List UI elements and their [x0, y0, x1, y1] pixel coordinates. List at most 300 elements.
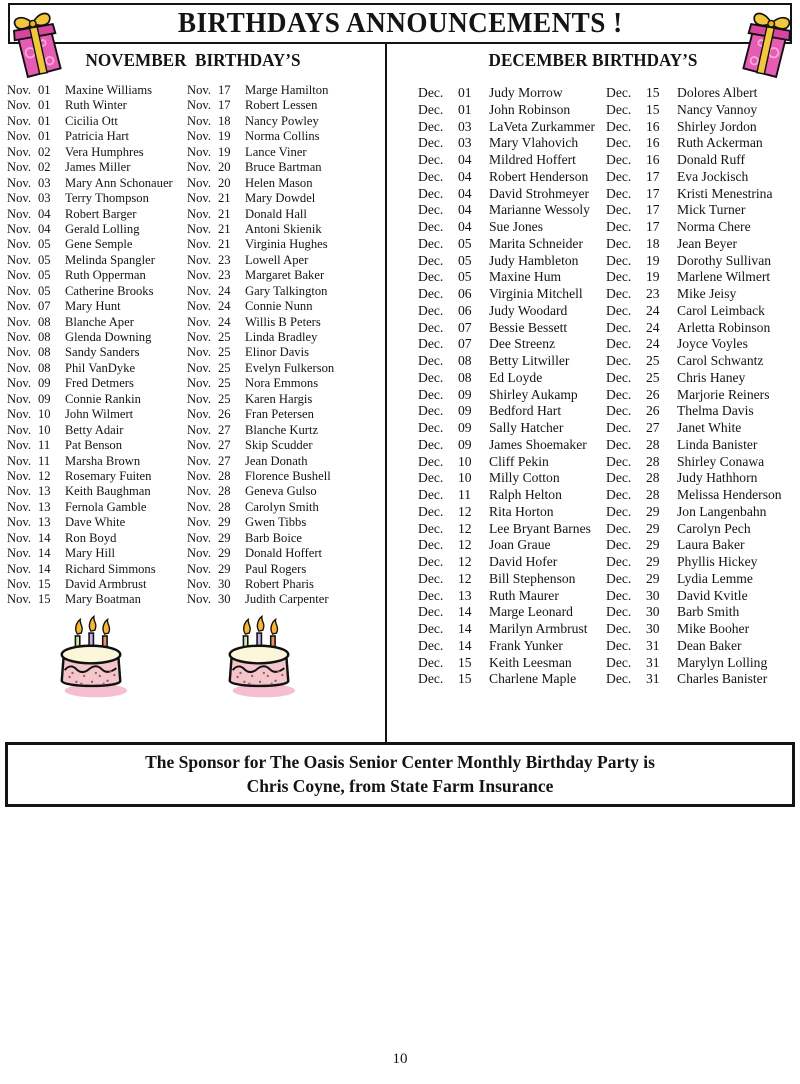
birthday-row [7, 222, 183, 237]
person-name: LaVeta Zurkammer [489, 118, 596, 134]
birthday-row [606, 320, 798, 337]
birthday-row [606, 269, 798, 286]
birthday-row [606, 437, 798, 454]
month-label: Nov. [187, 206, 212, 221]
person-name: Evelyn Fulkerson [245, 360, 335, 375]
birthday-row [187, 407, 383, 422]
person-name: Phyllis Hickey [677, 554, 758, 569]
month-label: Dec. [418, 386, 444, 402]
day-number: 29 [646, 503, 660, 519]
day-number: 09 [458, 403, 472, 419]
day-number: 05 [458, 252, 472, 268]
day-number: 08 [38, 360, 51, 375]
day-number: 04 [38, 206, 51, 221]
person-name: Connie Rankin [65, 391, 141, 406]
day-number: 13 [38, 515, 51, 530]
month-label: Dec. [606, 235, 632, 251]
day-number: 12 [458, 570, 472, 586]
month-label: Nov. [187, 221, 212, 236]
day-number: 05 [458, 235, 472, 251]
birthday-row [606, 487, 798, 504]
person-name: Blanche Aper [65, 314, 134, 329]
day-number: 21 [218, 206, 231, 221]
person-name: Judy Hambleton [489, 252, 579, 268]
day-number: 15 [458, 654, 472, 670]
birthday-row [606, 219, 798, 236]
month-label: Dec. [418, 235, 444, 251]
person-name: David Armbrust [65, 577, 147, 591]
person-name: Laura Baker [677, 537, 745, 553]
month-label: Nov. [187, 191, 212, 206]
day-number: 06 [458, 286, 472, 301]
day-number: 13 [38, 484, 51, 499]
birthday-row [187, 500, 383, 515]
birthday-row [606, 152, 798, 169]
birthday-row [187, 345, 383, 360]
day-number: 01 [458, 85, 472, 100]
day-number: 08 [458, 369, 472, 385]
person-name: Carolyn Smith [245, 499, 319, 514]
person-name: Mick Turner [677, 202, 746, 218]
month-label: Nov. [187, 160, 212, 175]
birthday-row [418, 219, 608, 236]
month-label: Nov. [7, 407, 32, 422]
birthday-row [187, 268, 383, 283]
birthday-row [7, 83, 183, 98]
month-label: Nov. [187, 561, 212, 576]
day-number: 19 [646, 269, 660, 285]
month-label: Dec. [418, 470, 444, 486]
day-number: 28 [646, 436, 660, 452]
day-number: 21 [218, 191, 231, 206]
month-label: Dec. [606, 319, 632, 335]
day-number: 01 [458, 101, 472, 117]
birthday-row [187, 484, 383, 499]
day-number: 18 [646, 235, 660, 251]
day-number: 12 [458, 520, 472, 536]
day-number: 26 [646, 386, 660, 402]
day-number: 01 [38, 129, 51, 144]
birthday-row [7, 284, 183, 299]
day-number: 10 [458, 470, 472, 486]
day-number: 06 [458, 302, 472, 318]
day-number: 15 [646, 101, 660, 117]
month-label: Dec. [418, 353, 444, 368]
person-name: Willis B Peters [245, 314, 321, 329]
day-number: 29 [218, 546, 231, 561]
birthday-row [606, 135, 798, 152]
day-number: 24 [218, 299, 231, 314]
day-number: 30 [646, 587, 660, 603]
person-name: Patricia Hart [65, 129, 129, 144]
person-name: Ruth Winter [65, 98, 127, 113]
birthday-row [418, 437, 608, 454]
month-label: Dec. [418, 654, 444, 670]
person-name: Cicilia Ott [65, 113, 118, 128]
day-number: 03 [38, 191, 51, 206]
birthday-row [7, 299, 183, 314]
person-name: Arletta Robinson [677, 319, 771, 335]
birthday-row [187, 423, 383, 438]
month-label: Dec. [418, 101, 444, 117]
person-name: Bill Stephenson [489, 570, 576, 586]
day-number: 17 [646, 219, 660, 234]
birthday-row [7, 546, 183, 561]
day-number: 03 [38, 175, 51, 190]
month-label: Dec. [418, 537, 444, 553]
birthday-row [606, 85, 798, 102]
birthday-row [606, 102, 798, 119]
month-label: Nov. [187, 376, 212, 391]
day-number: 19 [218, 129, 231, 144]
month-label: Nov. [7, 98, 32, 113]
birthday-row [418, 588, 608, 605]
day-number: 23 [646, 286, 660, 301]
birthday-row [187, 253, 383, 268]
person-name: Catherine Brooks [65, 283, 154, 298]
birthday-row [7, 145, 183, 160]
person-name: Carolyn Pech [677, 520, 751, 536]
person-name: Shirley Jordon [677, 118, 757, 134]
day-number: 04 [38, 221, 51, 236]
day-number: 17 [218, 83, 231, 97]
month-label: Dec. [606, 369, 632, 385]
birthday-row [187, 176, 383, 191]
month-label: Nov. [7, 144, 32, 159]
day-number: 26 [646, 403, 660, 419]
month-label: Dec. [418, 420, 444, 435]
birthday-row [7, 361, 183, 376]
month-label: Nov. [7, 314, 32, 329]
month-label: Nov. [187, 484, 212, 499]
person-name: Lowell Aper [245, 252, 309, 267]
birthday-row [418, 671, 608, 688]
day-number: 11 [38, 438, 51, 453]
birthday-row [418, 320, 608, 337]
month-label: Nov. [187, 530, 212, 545]
birthday-row [7, 423, 183, 438]
person-name: Mary Vlahovich [489, 135, 579, 151]
person-name: David Kvitle [677, 587, 748, 603]
month-label: Nov. [187, 113, 212, 128]
person-name: Mary Hunt [65, 299, 121, 314]
month-label: Dec. [418, 202, 444, 218]
person-name: Ed Loyde [489, 369, 543, 385]
birthday-row [7, 577, 183, 592]
person-name: Skip Scudder [245, 438, 313, 453]
person-name: Marilyn Armbrust [489, 621, 588, 636]
panel-divider [385, 42, 387, 744]
person-name: Virginia Hughes [245, 237, 328, 252]
month-label: Dec. [606, 520, 632, 536]
birthday-row [7, 345, 183, 360]
day-number: 17 [218, 98, 231, 113]
month-label: Dec. [606, 185, 632, 201]
day-number: 23 [218, 252, 231, 267]
person-name: Dolores Albert [677, 85, 758, 100]
birthday-row [418, 169, 608, 186]
day-number: 10 [458, 453, 472, 469]
month-label: Dec. [418, 671, 444, 687]
month-label: Dec. [418, 621, 444, 636]
month-label: Dec. [606, 436, 632, 452]
person-name: Lydia Lemme [677, 570, 753, 586]
person-name: Charlene Maple [489, 671, 577, 687]
person-name: Sandy Sanders [65, 345, 140, 360]
person-name: Virginia Mitchell [489, 286, 583, 301]
month-label: Dec. [606, 420, 632, 435]
month-label: Dec. [606, 302, 632, 318]
person-name: Ralph Helton [489, 487, 562, 502]
month-label: Nov. [7, 299, 32, 314]
birthday-row [418, 202, 608, 219]
person-name: Fred Detmers [65, 376, 134, 391]
month-label: Dec. [606, 403, 632, 419]
day-number: 24 [646, 336, 660, 352]
day-number: 24 [646, 302, 660, 318]
birthday-row [418, 102, 608, 119]
birthday-row [187, 546, 383, 561]
birthday-row [606, 537, 798, 554]
november-heading: NOVEMBER BIRTHDAY’S [85, 50, 301, 70]
birthday-row [606, 253, 798, 270]
person-name: Joyce Voyles [677, 336, 748, 352]
person-name: Marianne Wessoly [489, 202, 590, 218]
month-label: Nov. [7, 422, 32, 437]
birthday-row [418, 521, 608, 538]
month-label: Nov. [7, 83, 32, 97]
birthday-row [418, 303, 608, 320]
day-number: 11 [458, 487, 472, 502]
day-number: 12 [458, 554, 472, 569]
month-label: Dec. [606, 654, 632, 670]
month-label: Nov. [7, 515, 32, 530]
month-label: Nov. [187, 252, 212, 267]
person-name: Norma Collins [245, 129, 320, 144]
sponsor-line-2: Chris Coyne, from State Farm Insurance [246, 776, 554, 796]
month-label: Dec. [606, 537, 632, 553]
birthday-row [7, 237, 183, 252]
birthday-row [418, 655, 608, 672]
day-number: 07 [38, 299, 51, 314]
person-name: Barb Smith [677, 604, 740, 620]
person-name: Marjorie Reiners [677, 386, 770, 402]
day-number: 05 [38, 283, 51, 298]
birthday-row [187, 330, 383, 345]
person-name: Shirley Conawa [677, 453, 765, 469]
day-number: 08 [38, 345, 51, 360]
day-number: 25 [218, 330, 231, 344]
birthday-row [418, 638, 608, 655]
person-name: John Robinson [489, 101, 571, 117]
month-label: Dec. [418, 85, 444, 100]
person-name: Nancy Vannoy [677, 101, 758, 117]
gift-icon [7, 5, 67, 83]
day-number: 01 [38, 98, 51, 113]
day-number: 02 [38, 160, 51, 175]
birthday-row [7, 253, 183, 268]
birthday-row [187, 160, 383, 175]
day-number: 12 [38, 468, 51, 483]
day-number: 04 [458, 202, 472, 218]
person-name: Ron Boyd [65, 530, 117, 545]
day-number: 05 [38, 268, 51, 283]
day-number: 05 [38, 252, 51, 267]
day-number: 15 [646, 85, 660, 100]
person-name: Linda Bradley [245, 330, 318, 344]
month-label: Nov. [187, 98, 212, 113]
day-number: 04 [458, 219, 472, 234]
birthday-row [418, 504, 608, 521]
month-label: Nov. [187, 330, 212, 344]
birthday-row [606, 638, 798, 655]
birthday-row [187, 592, 383, 607]
day-number: 15 [458, 671, 472, 687]
person-name: Maxine Hum [489, 269, 562, 285]
person-name: David Hofer [489, 554, 558, 569]
birthday-row [187, 83, 383, 98]
day-number: 30 [646, 621, 660, 636]
day-number: 24 [218, 283, 231, 298]
day-number: 28 [646, 453, 660, 469]
day-number: 15 [38, 592, 51, 607]
month-label: Nov. [187, 299, 212, 314]
person-name: Phil VanDyke [65, 360, 136, 375]
birthday-row [7, 376, 183, 391]
person-name: Geneva Gulso [245, 484, 317, 499]
person-name: Marsha Brown [65, 453, 141, 468]
day-number: 12 [458, 537, 472, 553]
birthday-row [418, 604, 608, 621]
person-name: Terry Thompson [65, 191, 149, 206]
month-label: Nov. [187, 144, 212, 159]
day-number: 08 [38, 330, 51, 344]
birthday-row [606, 119, 798, 136]
month-label: Dec. [606, 554, 632, 569]
month-label: Nov. [187, 499, 212, 514]
birthday-row [7, 484, 183, 499]
month-label: Dec. [418, 520, 444, 536]
birthday-row [418, 353, 608, 370]
person-name: Donald Ruff [677, 152, 746, 167]
birthday-row [606, 504, 798, 521]
person-name: Robert Henderson [489, 168, 589, 184]
month-label: Nov. [7, 468, 32, 483]
person-name: Gerald Lolling [65, 221, 140, 236]
birthday-row [7, 268, 183, 283]
person-name: Vera Humphres [65, 144, 144, 159]
person-name: James Shoemaker [489, 436, 587, 452]
birthday-row [187, 191, 383, 206]
title-box [8, 3, 792, 44]
month-label: Nov. [7, 499, 32, 514]
person-name: Lee Bryant Barnes [489, 520, 591, 536]
birthday-row [187, 454, 383, 469]
day-number: 31 [646, 654, 660, 670]
month-label: Nov. [7, 577, 32, 591]
birthday-row [418, 571, 608, 588]
birthday-row [187, 577, 383, 592]
day-number: 14 [38, 530, 51, 545]
day-number: 19 [646, 252, 660, 268]
person-name: Antoni Skienik [245, 221, 322, 236]
person-name: Betty Adair [65, 422, 124, 437]
month-label: Dec. [606, 168, 632, 184]
month-label: Nov. [187, 546, 212, 561]
month-label: Dec. [418, 286, 444, 301]
birthday-row [7, 592, 183, 607]
month-label: Dec. [606, 470, 632, 486]
day-number: 01 [38, 113, 51, 128]
person-name: John Wilmert [65, 407, 134, 422]
month-label: Nov. [7, 546, 32, 561]
december-heading: DECEMBER BIRTHDAY’S [488, 50, 698, 70]
person-name: Joan Graue [489, 537, 551, 553]
month-label: Dec. [606, 503, 632, 519]
birthday-row [7, 98, 183, 113]
day-number: 09 [458, 436, 472, 452]
person-name: Chris Haney [677, 369, 746, 385]
month-label: Dec. [606, 604, 632, 620]
month-label: Nov. [7, 561, 32, 576]
month-label: Nov. [187, 268, 212, 283]
month-label: Nov. [187, 577, 212, 591]
month-label: Dec. [606, 453, 632, 469]
birthday-row [187, 284, 383, 299]
person-name: Elinor Davis [245, 345, 310, 360]
month-label: Dec. [418, 168, 444, 184]
day-number: 25 [218, 376, 231, 391]
day-number: 29 [646, 570, 660, 586]
day-number: 08 [458, 353, 472, 368]
person-name: Judy Morrow [489, 85, 563, 100]
day-number: 04 [458, 152, 472, 167]
month-label: Dec. [606, 570, 632, 586]
birthday-row [7, 129, 183, 144]
birthday-row [187, 438, 383, 453]
birthday-row [606, 671, 798, 688]
birthday-row [187, 98, 383, 113]
month-label: Nov. [187, 592, 212, 607]
person-name: Jean Donath [245, 453, 308, 468]
day-number: 20 [218, 175, 231, 190]
month-label: Dec. [606, 152, 632, 167]
month-label: Nov. [7, 330, 32, 344]
month-label: Nov. [7, 592, 32, 607]
day-number: 24 [218, 314, 231, 329]
month-label: Nov. [7, 283, 32, 298]
month-label: Nov. [187, 345, 212, 360]
month-label: Nov. [7, 391, 32, 406]
person-name: Karen Hargis [245, 391, 313, 406]
person-name: Bruce Bartman [245, 160, 322, 175]
birthday-row [418, 152, 608, 169]
person-name: Dave White [65, 515, 126, 530]
person-name: David Strohmeyer [489, 185, 590, 201]
month-label: Dec. [418, 487, 444, 502]
day-number: 16 [646, 118, 660, 134]
month-label: Dec. [418, 319, 444, 335]
person-name: Melinda Spangler [65, 252, 155, 267]
birthday-row [418, 253, 608, 270]
day-number: 17 [646, 185, 660, 201]
birthday-cake-icon [220, 608, 298, 702]
person-name: Marylyn Lolling [677, 654, 768, 670]
month-label: Nov. [187, 360, 212, 375]
birthday-row [606, 286, 798, 303]
day-number: 13 [38, 499, 51, 514]
day-number: 27 [218, 453, 231, 468]
